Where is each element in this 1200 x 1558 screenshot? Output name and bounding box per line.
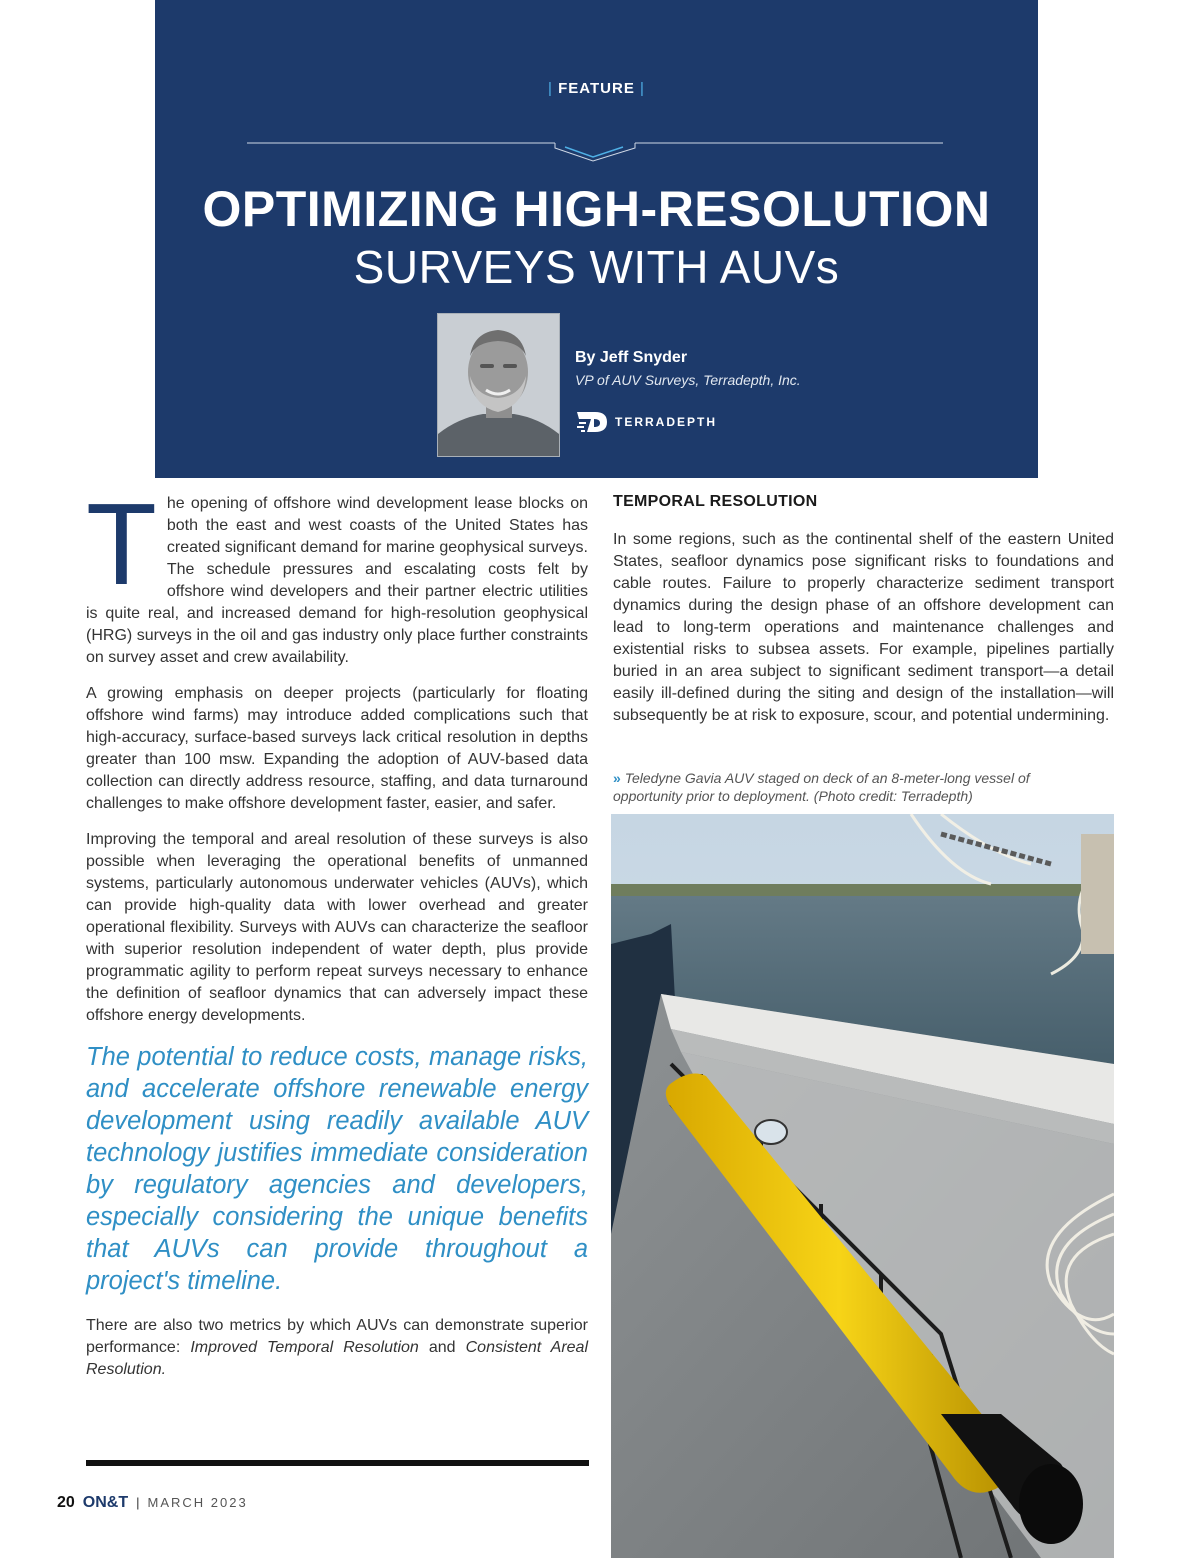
title-line-2: SURVEYS WITH AUVs (353, 241, 840, 293)
metric-temporal: Improved Temporal Resolution (190, 1339, 419, 1356)
intro-paragraph (86, 479, 588, 669)
caption-arrow-icon: » (613, 770, 621, 786)
logo-text: TERRADEPTH (615, 415, 718, 429)
page-number: 20 (57, 1494, 75, 1511)
pull-quote: The potential to reduce costs, manage risks, and accelerate offshore renewable energy development using readily available AUV technology justifies immediate consideration by regulatory agencies and developers, especially considering the unique benefits that AUVs can provide throughout a project's timeline. (86, 1043, 588, 1295)
terradepth-logo-icon (575, 410, 609, 434)
section-label-text: FEATURE (558, 80, 635, 97)
caption-text: Teledyne Gavia AUV staged on deck of an 8-meter-long vessel of opportunity prior to deployment. (Photo credit: Terradepth) (613, 770, 1030, 804)
terradepth-logo (575, 410, 717, 434)
header-banner (155, 0, 1038, 478)
paragraph-2: A growing emphasis on deeper projects (particularly for floating offshore wind farms) may introduce added complications such that high-accuracy, surface-based surveys lack critical resolution in depths greater than 100 msw. Expanding the adoption of AUV-based data collection can directly address resource, staffing, and data turnaround challenges to make offshore development faster, easier, and safer. (86, 685, 588, 812)
temporal-paragraph: In some regions, such as the continental shelf of the eastern United States, seafloor dynamics pose significant risks to foundations and cable routes. Failure to properly characterize sediment transport dynamics during the design phase of an offshore development can lead to long-term operations and maintenance challenges and existential risks to subsea assets. For example, pipelines partially buried in an area subject to significant sediment transport—a detail easily ill-defined during the siting and design of the installation—will subsequently be at risk to exposure, scour, and potential undermining. (613, 531, 1114, 724)
author-photo (437, 313, 560, 457)
author-name: By Jeff Snyder (575, 349, 688, 366)
metric-areal: Consistent Areal Resolution. (86, 1339, 589, 1378)
paragraph-4-and: and (418, 1339, 466, 1356)
auv-photo (611, 814, 1114, 1558)
paragraph-4 (86, 1315, 588, 1381)
chevron-divider (245, 135, 945, 165)
photo-caption (613, 769, 1083, 805)
section-label: | FEATURE | (548, 80, 645, 97)
paragraph-3: Improving the temporal and areal resolution of these surveys is also possible when leveraging the operational benefits of unmanned systems, particularly autonomous underwater vehicles (AUVs), which can provide high-quality data with lower overhead and greater operational flexibility. Surveys with AUVs can characterize the seafloor with superior resolution independent of water depth, plus provide programmatic agility to perform repeat surveys necessary to enhance the definition of seafloor dynamics that can adversely impact these offshore energy developments. (86, 831, 588, 1024)
left-column (86, 479, 589, 1395)
magazine-name: ON&T (82, 1494, 129, 1511)
title-line-1: OPTIMIZING HIGH-RESOLUTION (202, 181, 991, 237)
paragraph-4-text: There are also two metrics by which AUVs can demonstrate superior performance: (86, 1317, 588, 1356)
page-footer (57, 1494, 248, 1512)
drop-cap: T (86, 479, 157, 609)
subhead-temporal-resolution: TEMPORAL RESOLUTION (613, 493, 818, 510)
issue-date: MARCH 2023 (147, 1495, 248, 1510)
footer-rule (86, 1460, 589, 1466)
footer-separator: | (136, 1495, 140, 1510)
right-column (613, 493, 1114, 741)
author-role: VP of AUV Surveys, Terradepth, Inc. (575, 372, 801, 388)
intro-text: he opening of offshore wind development lease blocks on both the east and west coasts of the United States has created significant demand for marine geophysical surveys. The schedule pressures and escalating costs felt by offshore wind developers and their partner electric utilities is quite real, and increased demand for high-resolution geophysical (HRG) surveys in the oil and gas industry only place further constraints on survey asset and crew availability. (86, 495, 588, 666)
